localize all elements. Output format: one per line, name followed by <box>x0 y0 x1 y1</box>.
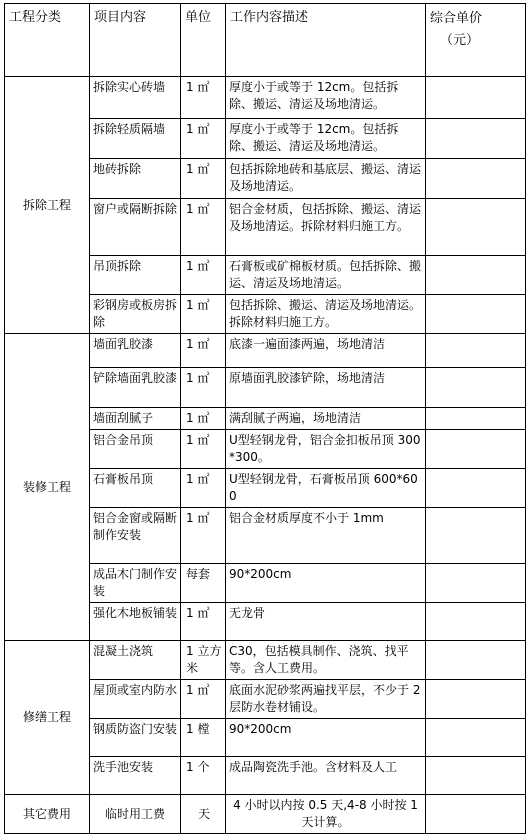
description-cell: 厚度小于或等于 12cm。包括拆除、搬运、清运及场地清运。 <box>226 119 426 159</box>
description-cell: 铝合金材质厚度不小于 1mm <box>226 508 426 564</box>
price-cell[interactable] <box>426 795 526 834</box>
item-cell: 石膏板吊顶 <box>90 469 181 508</box>
header-item: 项目内容 <box>90 4 181 77</box>
table-row <box>5 77 526 119</box>
price-cell[interactable] <box>426 159 526 199</box>
header-price-unit: （元） <box>440 33 480 48</box>
item-cell: 强化木地板铺装 <box>90 603 181 641</box>
item-cell: 成品木门制作安装 <box>90 564 181 603</box>
unit-cell: 1 ㎡ <box>181 603 226 641</box>
item-cell: 铲除墙面乳胶漆 <box>90 368 181 408</box>
category-cell: 修缮工程 <box>5 641 90 795</box>
header-category: 工程分类 <box>5 4 90 77</box>
description-cell: 石膏板或矿棉板材质。包括拆除、搬运、清运及场地清运。 <box>226 256 426 295</box>
category-cell: 其它费用 <box>5 795 90 834</box>
unit-cell: 1 ㎡ <box>181 256 226 295</box>
description-cell: 铝合金材质，包括拆除、搬运、清运及场地清运。拆除材料归施工方。 <box>226 199 426 256</box>
price-cell[interactable] <box>426 295 526 334</box>
description-cell: 原墙面乳胶漆铲除，场地清洁 <box>226 368 426 408</box>
description-cell: 包括拆除、搬运、清运及场地清运。拆除材料归施工方。 <box>226 295 426 334</box>
item-cell: 铝合金吊顶 <box>90 430 181 469</box>
table-row <box>5 334 526 368</box>
unit-cell: 1 ㎡ <box>181 408 226 430</box>
price-cell[interactable] <box>426 334 526 368</box>
price-table <box>4 3 526 834</box>
description-cell: 成品陶瓷洗手池。含材料及人工 <box>226 757 426 795</box>
description-cell: C30，包括模具制作、浇筑、找平等。含人工费用。 <box>226 641 426 680</box>
price-cell[interactable] <box>426 77 526 119</box>
item-cell: 屋顶或室内防水 <box>90 680 181 719</box>
description-cell: 90*200cm <box>226 719 426 757</box>
description-cell: 厚度小于或等于 12cm。包括拆除、搬运、清运及场地清运。 <box>226 77 426 119</box>
header-unit: 单位 <box>181 4 226 77</box>
description-cell: U型轻钢龙骨，铝合金扣板吊顶 300*300。 <box>226 430 426 469</box>
item-cell: 地砖拆除 <box>90 159 181 199</box>
price-cell[interactable] <box>426 408 526 430</box>
header-row <box>5 4 526 77</box>
item-cell: 拆除实心砖墙 <box>90 77 181 119</box>
item-cell: 铝合金窗或隔断制作安装 <box>90 508 181 564</box>
header-description: 工作内容描述 <box>226 4 426 77</box>
unit-cell: 1 ㎡ <box>181 680 226 719</box>
category-cell: 拆除工程 <box>5 77 90 334</box>
item-cell: 混凝土浇筑 <box>90 641 181 680</box>
price-cell[interactable] <box>426 368 526 408</box>
item-cell: 窗户或隔断拆除 <box>90 199 181 256</box>
quotation-sheet <box>4 3 525 834</box>
unit-cell: 1 ㎡ <box>181 430 226 469</box>
unit-cell: 1 ㎡ <box>181 199 226 256</box>
price-cell[interactable] <box>426 603 526 641</box>
item-cell: 拆除轻质隔墙 <box>90 119 181 159</box>
item-cell: 吊顶拆除 <box>90 256 181 295</box>
price-cell[interactable] <box>426 641 526 680</box>
unit-cell: 天 <box>181 795 226 834</box>
price-cell[interactable] <box>426 469 526 508</box>
unit-cell: 1 ㎡ <box>181 119 226 159</box>
unit-cell: 1 ㎡ <box>181 368 226 408</box>
price-cell[interactable] <box>426 256 526 295</box>
price-cell[interactable] <box>426 199 526 256</box>
description-cell: 90*200cm <box>226 564 426 603</box>
table-row <box>5 795 526 834</box>
item-cell: 钢质防盗门安装 <box>90 719 181 757</box>
header-price <box>426 4 526 77</box>
unit-cell: 1 个 <box>181 757 226 795</box>
description-cell: 无龙骨 <box>226 603 426 641</box>
item-cell: 洗手池安装 <box>90 757 181 795</box>
description-cell: 包括拆除地砖和基底层、搬运、清运及场地清运。 <box>226 159 426 199</box>
description-cell: 底漆一遍面漆两遍，场地清洁 <box>226 334 426 368</box>
price-cell[interactable] <box>426 719 526 757</box>
unit-cell: 1 ㎡ <box>181 295 226 334</box>
unit-cell: 1 ㎡ <box>181 159 226 199</box>
unit-cell: 每套 <box>181 564 226 603</box>
price-cell[interactable] <box>426 680 526 719</box>
category-cell: 装修工程 <box>5 334 90 641</box>
item-cell: 墙面乳胶漆 <box>90 334 181 368</box>
unit-cell: 1 立方米 <box>181 641 226 680</box>
table-body <box>5 77 526 834</box>
header-price-label: 综合单价 <box>430 11 483 26</box>
item-cell: 彩钢房或板房拆除 <box>90 295 181 334</box>
price-cell[interactable] <box>426 430 526 469</box>
price-cell[interactable] <box>426 119 526 159</box>
price-cell[interactable] <box>426 757 526 795</box>
description-cell: 4 小时以内按 0.5 天,4-8 小时按 1 天计算。 <box>226 795 426 834</box>
description-cell: 满刮腻子两遍，场地清洁 <box>226 408 426 430</box>
item-cell: 墙面刮腻子 <box>90 408 181 430</box>
price-cell[interactable] <box>426 508 526 564</box>
table-row <box>5 641 526 680</box>
price-cell[interactable] <box>426 564 526 603</box>
unit-cell: 1 ㎡ <box>181 77 226 119</box>
item-cell: 临时用工费 <box>90 795 181 834</box>
unit-cell: 1 樘 <box>181 719 226 757</box>
unit-cell: 1 ㎡ <box>181 469 226 508</box>
description-cell: U型轻钢龙骨，石膏板吊顶 600*600 <box>226 469 426 508</box>
unit-cell: 1 ㎡ <box>181 334 226 368</box>
description-cell: 底面水泥砂浆两遍找平层，不少于 2 层防水卷材铺设。 <box>226 680 426 719</box>
unit-cell: 1 ㎡ <box>181 508 226 564</box>
